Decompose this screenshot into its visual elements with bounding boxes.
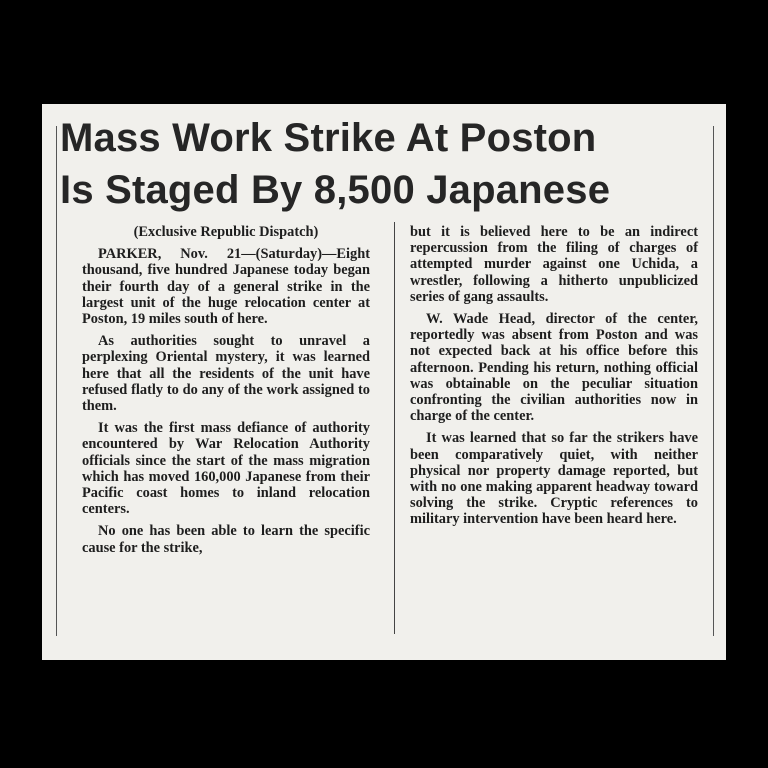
- newspaper-clipping: [42, 104, 726, 660]
- article-column-left: [82, 224, 370, 562]
- headline-line-1: Mass Work Strike At Poston: [60, 116, 597, 160]
- article-paragraph: PARKER, Nov. 21—(Saturday)—Eight thousand, five hundred Japanese today began their fourth day of a general strike in the largest unit of the huge relocation center at Poston, 19 miles south of here.: [82, 246, 370, 328]
- article-paragraph: No one has been able to learn the specific cause for the strike,: [82, 523, 370, 556]
- article-column-right: [410, 224, 698, 534]
- dispatch-credit: (Exclusive Republic Dispatch): [133, 224, 319, 240]
- column-rule-left: [56, 126, 57, 636]
- column-divider: [394, 222, 395, 634]
- article-paragraph-continued: but it is believed here to be an indirect repercussion from the filing of charges of attempted murder against one Uchida, a wrestler, following a hitherto unpublicized series of gang assaults.: [410, 224, 698, 305]
- article-paragraph: It was the first mass defiance of authority encountered by War Relocation Authority officials since the start of the mass migration which has moved 160,000 Japanese from their Pacific coast homes to inland relocation centers.: [82, 420, 370, 518]
- headline-line-2: Is Staged By 8,500 Japanese: [60, 168, 611, 212]
- article-paragraph: It was learned that so far the strikers have been comparatively quiet, with neither physical nor property damage reported, but with no one making apparent headway toward solving the strike. Cryptic references to military intervention have been heard here.: [410, 430, 698, 528]
- article-paragraph: As authorities sought to unravel a perplexing Oriental mystery, it was learned here that all the residents of the unit have refused flatly to do any of the work assigned to them.: [82, 333, 370, 415]
- article-paragraph: W. Wade Head, director of the center, reportedly was absent from Poston and was not expected back at his office before this afternoon. Pending his return, nothing official was obtainable on the peculiar situation confronting the civilian authorities now in charge of the center.: [410, 311, 698, 425]
- column-rule-right: [713, 126, 714, 636]
